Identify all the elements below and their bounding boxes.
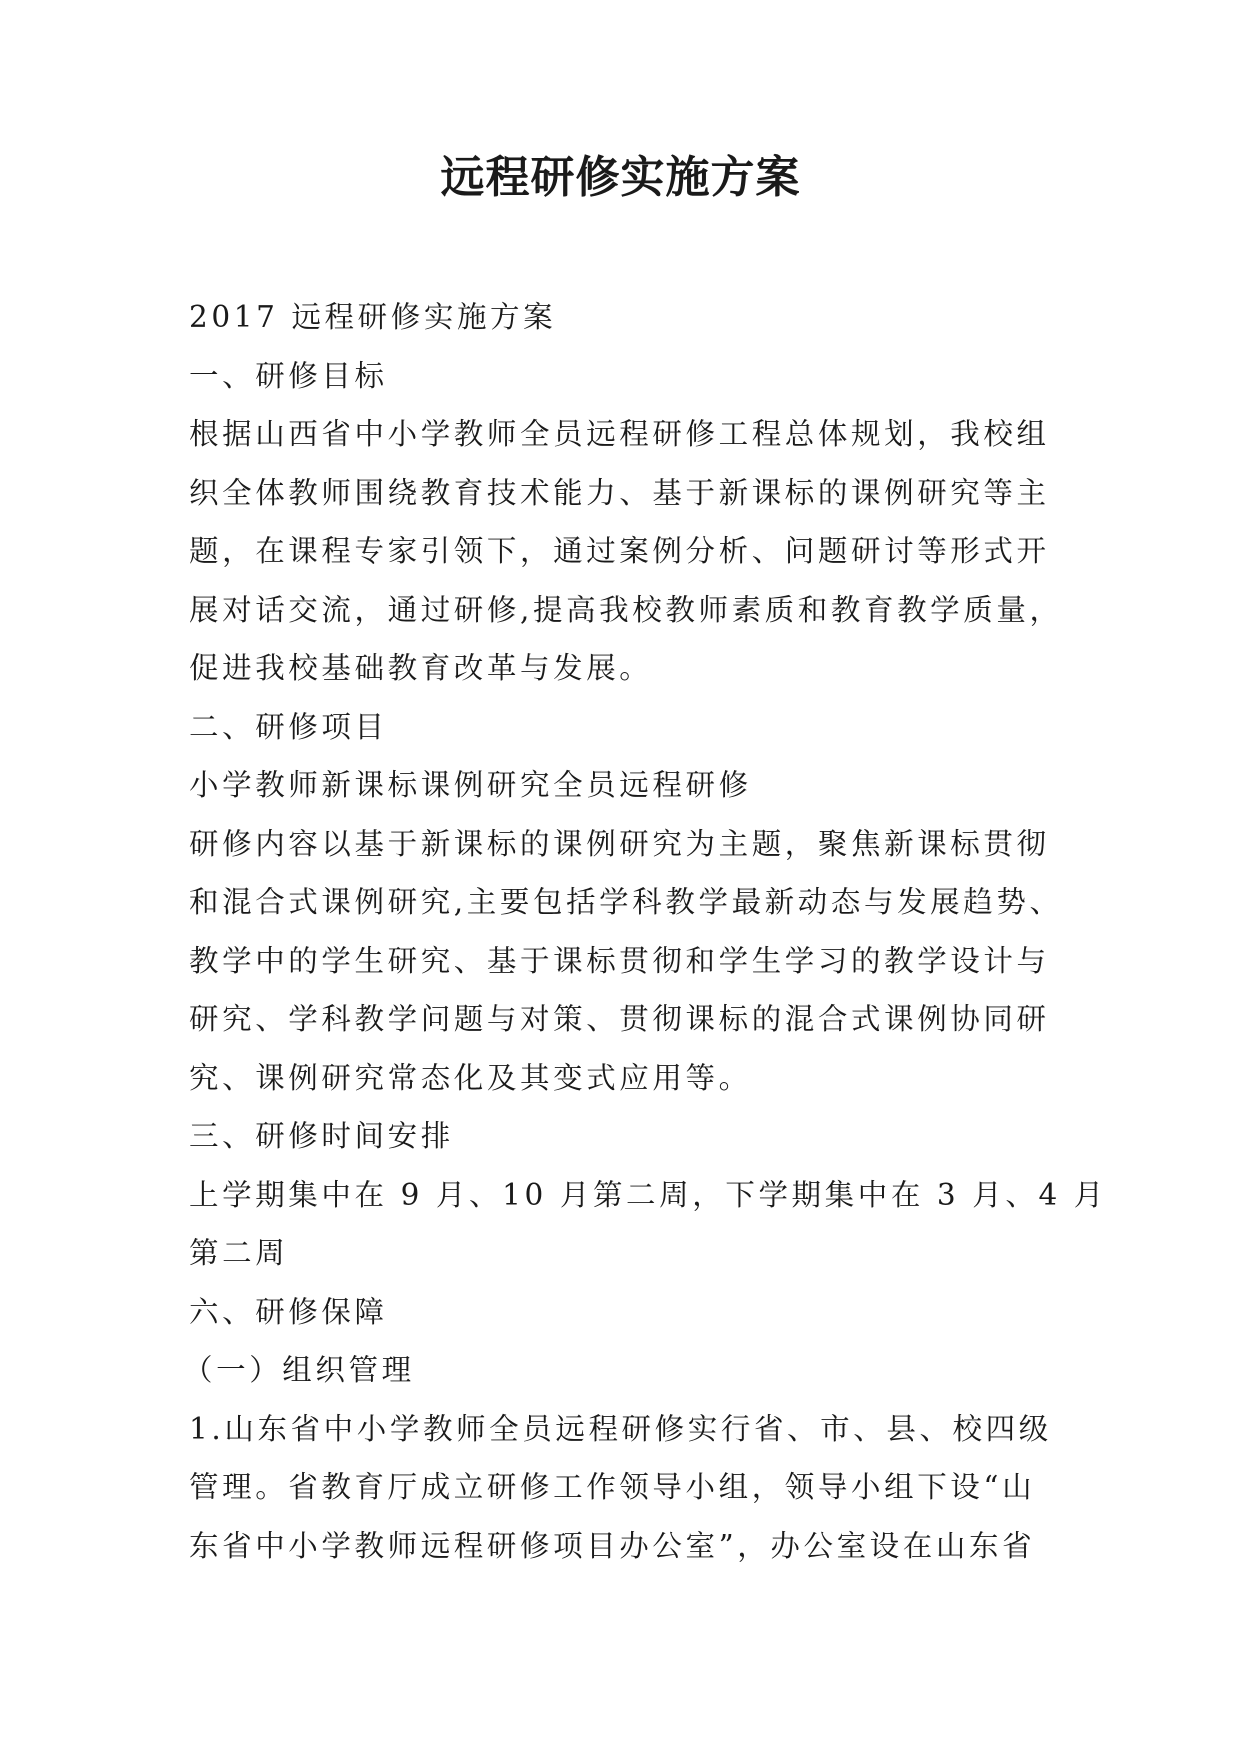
- subtitle-line: 2017 远程研修实施方案: [189, 300, 557, 334]
- paragraph-line: 1.山东省中小学教师全员远程研修实行省、市、县、校四级: [189, 1411, 1052, 1446]
- paragraph-line: 织全体教师围绕教育技术能力、基于新课标的课例研究等主: [189, 475, 1050, 510]
- section-heading-schedule: 三、研修时间安排: [189, 1119, 454, 1153]
- paragraph-line: 管理。省教育厅成立研修工作领导小组，领导小组下设“山: [189, 1470, 1036, 1504]
- section-heading-support: 六、研修保障: [189, 1294, 388, 1329]
- document-title: 远程研修实施方案: [440, 152, 801, 203]
- paragraph-line: 促进我校基础教育改革与发展。: [189, 651, 653, 685]
- paragraph-line: 根据山西省中小学教师全员远程研修工程总体规划，我校组: [189, 417, 1050, 451]
- paragraph-line: 小学教师新课标课例研究全员远程研修: [189, 768, 752, 802]
- paragraph-line: 和混合式课例研究,主要包括学科教学最新动态与发展趋势、: [189, 885, 1063, 919]
- document-body: [183, 288, 1107, 1575]
- section-heading-goals: 一、研修目标: [189, 358, 388, 393]
- paragraph-line: 展对话交流，通过研修,提高我校教师素质和教育教学质量，: [189, 592, 1063, 627]
- paragraph-line: 题，在课程专家引领下，通过案例分析、问题研讨等形式开: [189, 534, 1050, 568]
- paragraph-line: 研修内容以基于新课标的课例研究为主题，聚焦新课标贯彻: [189, 826, 1050, 861]
- subsection-heading-organization: （一）组织管理: [183, 1353, 415, 1387]
- paragraph-line: 上学期集中在 9 月、10 月第二周，下学期集中在 3 月、4 月: [189, 1177, 1107, 1212]
- section-heading-projects: 二、研修项目: [189, 709, 388, 744]
- paragraph-line: 究、课例研究常态化及其变式应用等。: [189, 1060, 752, 1095]
- paragraph-line: 教学中的学生研究、基于课标贯彻和学生学习的教学设计与: [189, 943, 1050, 978]
- paragraph-line: 研究、学科教学问题与对策、贯彻课标的混合式课例协同研: [189, 1002, 1050, 1036]
- paragraph-line: 第二周: [189, 1236, 289, 1270]
- paragraph-line: 东省中小学教师远程研修项目办公室”，办公室设在山东省: [189, 1528, 1036, 1563]
